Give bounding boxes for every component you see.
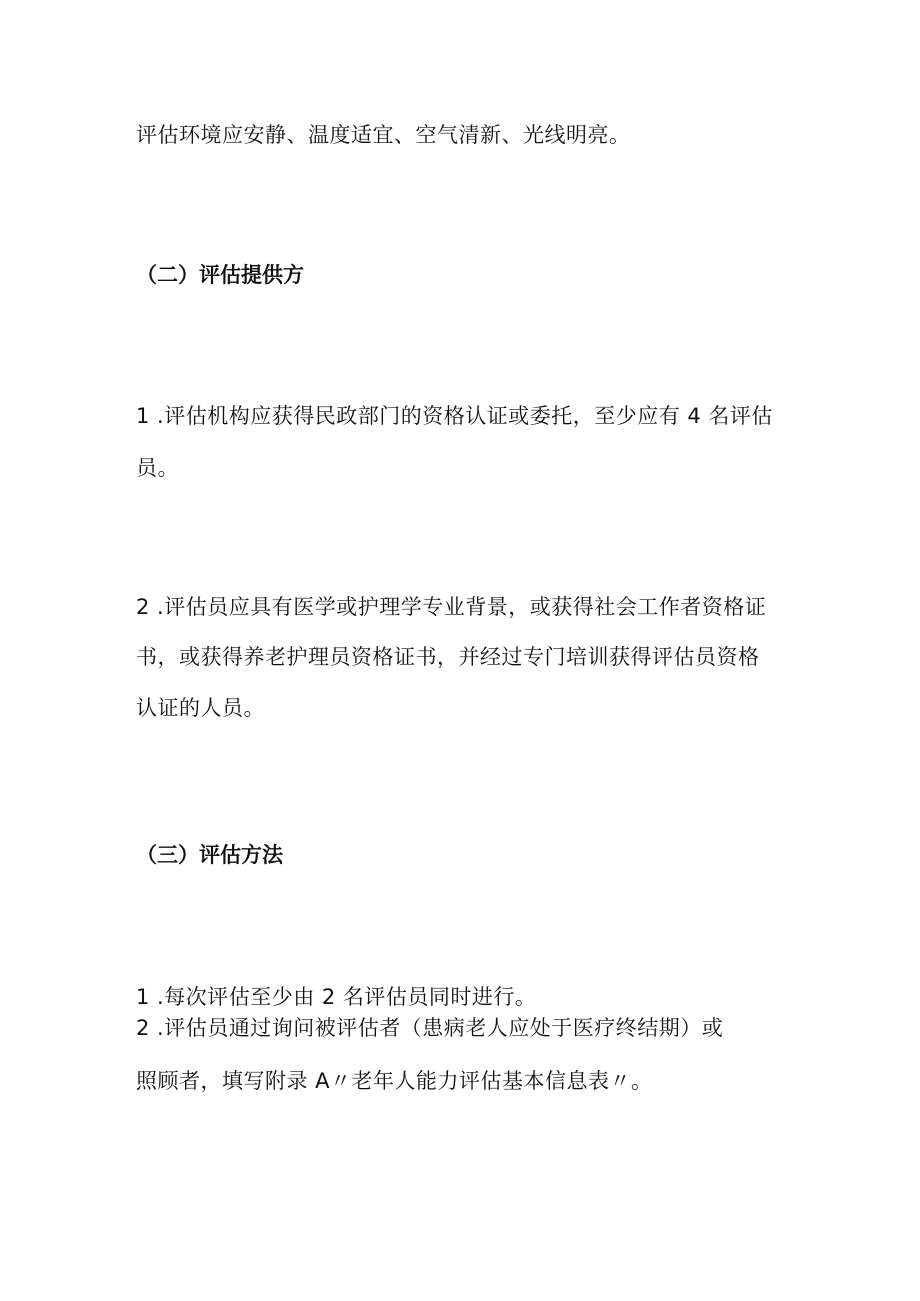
method-item-2-line-1: 2 .评估员通过询问被评估者（患病老人应处于医疗终结期）或 [136,1016,724,1040]
method-item-2-line-2: 照顾者，填写附录 A〃老年人能力评估基本信息表〃。 [136,1069,653,1093]
provider-item-1-line-1: 1 .评估机构应获得民政部门的资格认证或委托，至少应有 4 名评估 [136,404,773,428]
section-heading-evaluation-provider: （二）评估提供方 [136,263,304,287]
method-item-1-line-1: 1 .每次评估至少由 2 名评估员同时进行。 [136,985,537,1009]
provider-item-2-line-2: 书，或获得养老护理员资格证书，并经过专门培训获得评估员资格 [136,645,760,669]
provider-item-2-line-1: 2 .评估员应具有医学或护理学专业背景，或获得社会工作者资格证 [136,595,767,619]
provider-item-2-line-3: 认证的人员。 [136,696,265,720]
intro-paragraph: 评估环境应安静、温度适宜、空气清新、光线明亮。 [136,123,631,147]
section-heading-evaluation-method: （三）评估方法 [136,843,283,867]
provider-item-1-line-2: 员。 [136,456,179,480]
